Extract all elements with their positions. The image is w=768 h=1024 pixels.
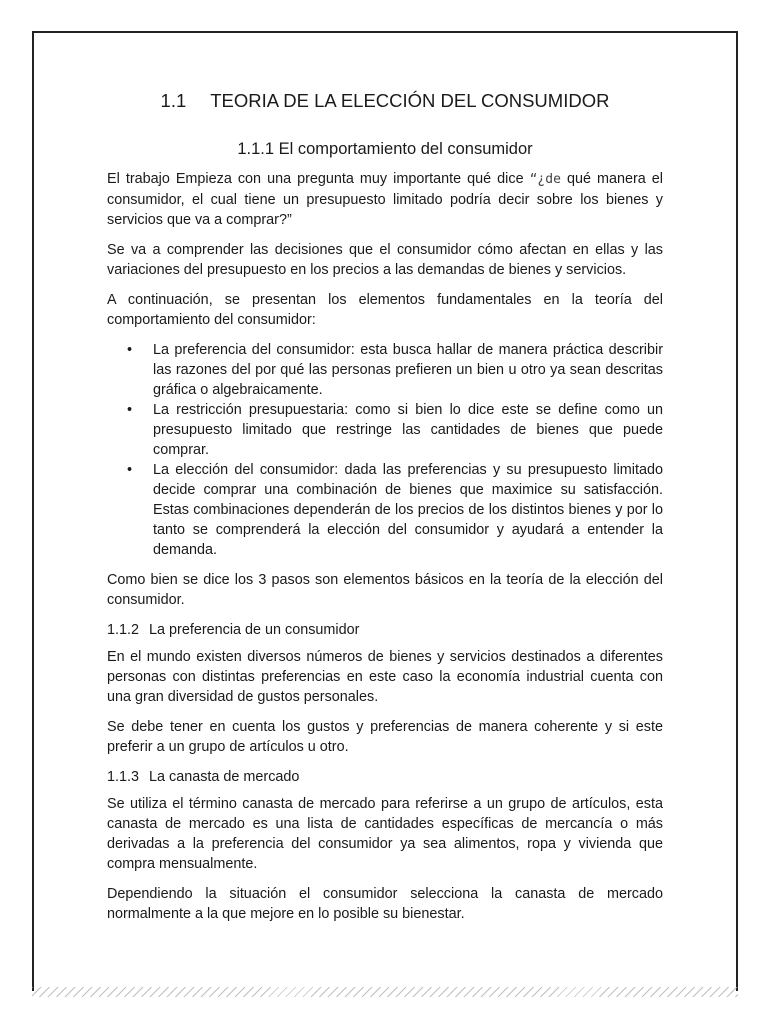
- section-heading-1-1: [107, 89, 663, 113]
- section-title: La preferencia de un consumidor: [149, 622, 360, 638]
- page-torn-edge: [32, 987, 738, 997]
- list-item-text: La elección del consumidor: dada las preferencias y su presupuesto limitado decide comprar una combinación de bienes que maximice su satisfacción. Estas combinaciones dependerán de los precios de los distintos bienes y por lo tanto se comprenderá la elección del consumidor y ayudará a entender la demanda.: [153, 462, 663, 558]
- section-number: 1.1.2: [107, 622, 140, 638]
- paragraph-3: A continuación, se presentan los elementos fundamentales en la teoría del comportamiento del consumidor:: [107, 292, 663, 328]
- paragraph-2: Se va a comprender las decisiones que el consumidor cómo afectan en ellas y las variaciones del presupuesto en los precios a las demandas de bienes y servicios.: [107, 242, 663, 278]
- paragraph-1: [107, 169, 663, 230]
- bullet-list: [107, 340, 663, 560]
- list-item: [107, 460, 663, 560]
- list-item-text: La restricción presupuestaria: como si bien lo dice este se define como un presupuesto limitado que restringe las cantidades de bienes que puede comprar.: [153, 402, 663, 458]
- paragraph-8: Dependiendo la situación el consumidor selecciona la canasta de mercado normalmente a la que mejore en lo posible su bienestar.: [107, 886, 663, 922]
- list-item-text: La preferencia del consumidor: esta busca hallar de manera práctica describir las razones del por qué las personas prefieren un bien u otro ya sean descritas gráfica o algebraicamente.: [153, 342, 663, 398]
- section-number: 1.1.3: [107, 769, 140, 785]
- bullet-icon: •: [127, 402, 133, 418]
- list-item: [107, 400, 663, 460]
- paragraph-7: Se utiliza el término canasta de mercado para referirse a un grupo de artículos, esta canasta de mercado es una lista de cantidades específicas de mercancía o más derivadas a la preferencia del consumidor ya sea alimentos, ropa y vivienda que compra mensualmente.: [107, 796, 663, 872]
- bullet-icon: •: [127, 462, 133, 478]
- subsection-heading-1-1-2: [107, 620, 663, 640]
- list-item: [107, 340, 663, 400]
- paragraph-1-text: El trabajo Empieza con una pregunta muy importante qué dice: [107, 171, 530, 187]
- section-title: La canasta de mercado: [149, 769, 300, 785]
- section-number: 1.1: [160, 90, 187, 111]
- paragraph-1-text-end: qué manera el consumidor, el cual tiene un presupuesto limitado podría decir sobre los bienes y servicios que va a comprar?”: [107, 171, 663, 228]
- bullet-icon: •: [127, 342, 133, 358]
- paragraph-4: Como bien se dice los 3 pasos son elementos básicos en la teoría de la elección del consumidor.: [107, 572, 663, 608]
- subsection-heading-1-1-1: 1.1.1 El comportamiento del consumidor: [237, 140, 533, 158]
- paragraph-5: En el mundo existen diversos números de bienes y servicios destinados a diferentes personas con distintas preferencias en este caso la economía industrial cuenta con una gran diversidad de gustos personales.: [107, 649, 663, 705]
- document-body: [107, 89, 663, 934]
- paragraph-1-quote: “¿de: [529, 172, 561, 187]
- section-title: TEORIA DE LA ELECCIÓN DEL CONSUMIDOR: [210, 90, 610, 111]
- subsection-heading-1-1-3: [107, 767, 663, 787]
- paragraph-6: Se debe tener en cuenta los gustos y preferencias de manera coherente y si este preferir a un grupo de artículos u otro.: [107, 719, 663, 755]
